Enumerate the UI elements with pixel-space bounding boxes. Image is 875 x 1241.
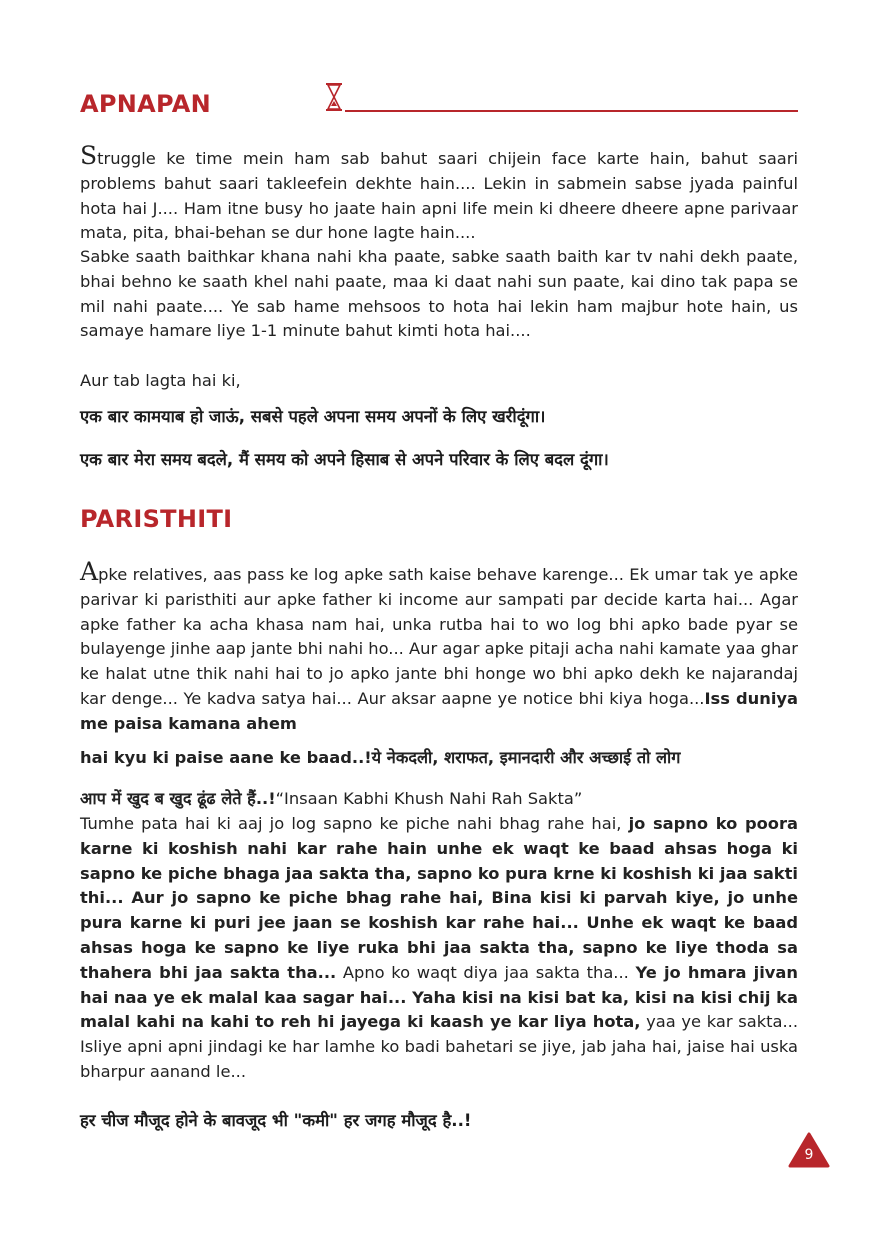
apnapan-paragraph-2: Sabke saath baithkar khana nahi kha paate, sabke saath baith kar tv nahi dekh paate, bhai behno ke saath khel nahi paate, maa ki daat nahi sun paate, kai dino tak papa se mil nahi paate.... Ye sab hame mehsoos to hota hai lekin ham majbur hote hain, us samaye hamare liye 1-1 minute bahut kimti hota hai.... [80,247,798,341]
hindi-quote-1: एक बार कामयाब हो जाऊं, सबसे पहले अपना समय अपनों के लिए खरीदूंगा। [80,407,546,426]
page-number: 9 [804,1147,814,1163]
hindi-quote-2: एक बार मेरा समय बदले, मैं समय को अपने हिसाब से अपने परिवार के लिए बदल दूंगा। [80,450,609,469]
drop-cap: A [80,557,99,586]
paristhiti-paragraph-1: Apke relatives, aas pass ke log apke sath kaise behave karenge... Ek umar tak ye apke parivar ki paristhiti aur apke father ki income aur sampati par decide karta hai... Agar apke father ka acha khasa nam hai, unka rutba hai to wo log bhi apko bade pyar se bulayenge jinhe aap jante bhi nahi ho... Aur agar apke pitaji acha nahi kamate yaa ghar ke halat utne thik nahi hai to jo apko jante bhi honge wo bhi apko dekh ke najarandaj kar denge... Ye kadva satya hai... Aur aksar aapne ye notice bhi kiya hoga...Iss duniya me paisa kamana ahem [80,557,799,733]
apnapan-paragraph-1: Struggle ke time mein ham sab bahut saari chijein face karte hain, bahut saari problems bahut saari takleefein dekhte hain.... Lekin in sabmein sabse jyada painful hota hai J.... Ham itne busy ho jaate hain apni life mein ki dheere dheere apne parivaar mata, pita, bhai-behan se dur hone lagte hain.... [80,141,798,243]
header-rule [345,110,798,112]
apnapan-paragraph-3: Aur tab lagta hai ki, [80,371,241,390]
paristhiti-line-2: hai kyu ki paise aane ke baad..!ये नेकदली, शराफत, इमानदारी और अच्छाई तो लोग [80,748,681,767]
hourglass-icon [324,82,344,112]
section-title-apnapan: APNAPAN [80,90,211,118]
paristhiti-line-3: आप में खुद ब खुद ढूंढ लेते हैं..!“Insaan Kabhi Khush Nahi Rah Sakta” [80,789,583,808]
hindi-quote-final: हर चीज मौजूद होने के बावजूद भी "कमी" हर जगह मौजूद है..! [80,1111,472,1130]
paristhiti-paragraph-3: Tumhe pata hai ki aaj jo log sapno ke piche nahi bhag rahe hai, jo sapno ko poora karne ki koshish nahi kar rahe hain unhe ek waqt ke baad ahsas hoga ki sapno ke piche bhaga jaa sakta tha, sapno ko pura krne ki koshish ki jaa sakti thi... Aur jo sapno ke piche bhag rahe hai, Bina kisi ki parvah kiye, jo unhe pura karne ki puri jee jaan se koshish kar rahe hai... Unhe ek waqt ke baad ahsas hoga ke sapno ke liye ruka bhi jaa sakta tha, sapno ke liye thoda sa thahera bhi jaa sakta tha... Apno ko waqt diya jaa sakta tha... Ye jo hmara jivan hai naa ye ek malal kaa sagar hai... Yaha kisi na kisi bat ka, kisi na kisi chij ka malal kahi na kahi to reh hi jayega ki kaash ye kar liya hota, yaa ye kar sakta... Isliye apni apni jindagi ke har lamhe ko badi bahetari se jiye, jab jaha hai, jaise hai uska bharpur aanand le... [80,814,799,1081]
drop-cap: S [80,141,98,170]
section-title-paristhiti: PARISTHITI [80,505,233,533]
